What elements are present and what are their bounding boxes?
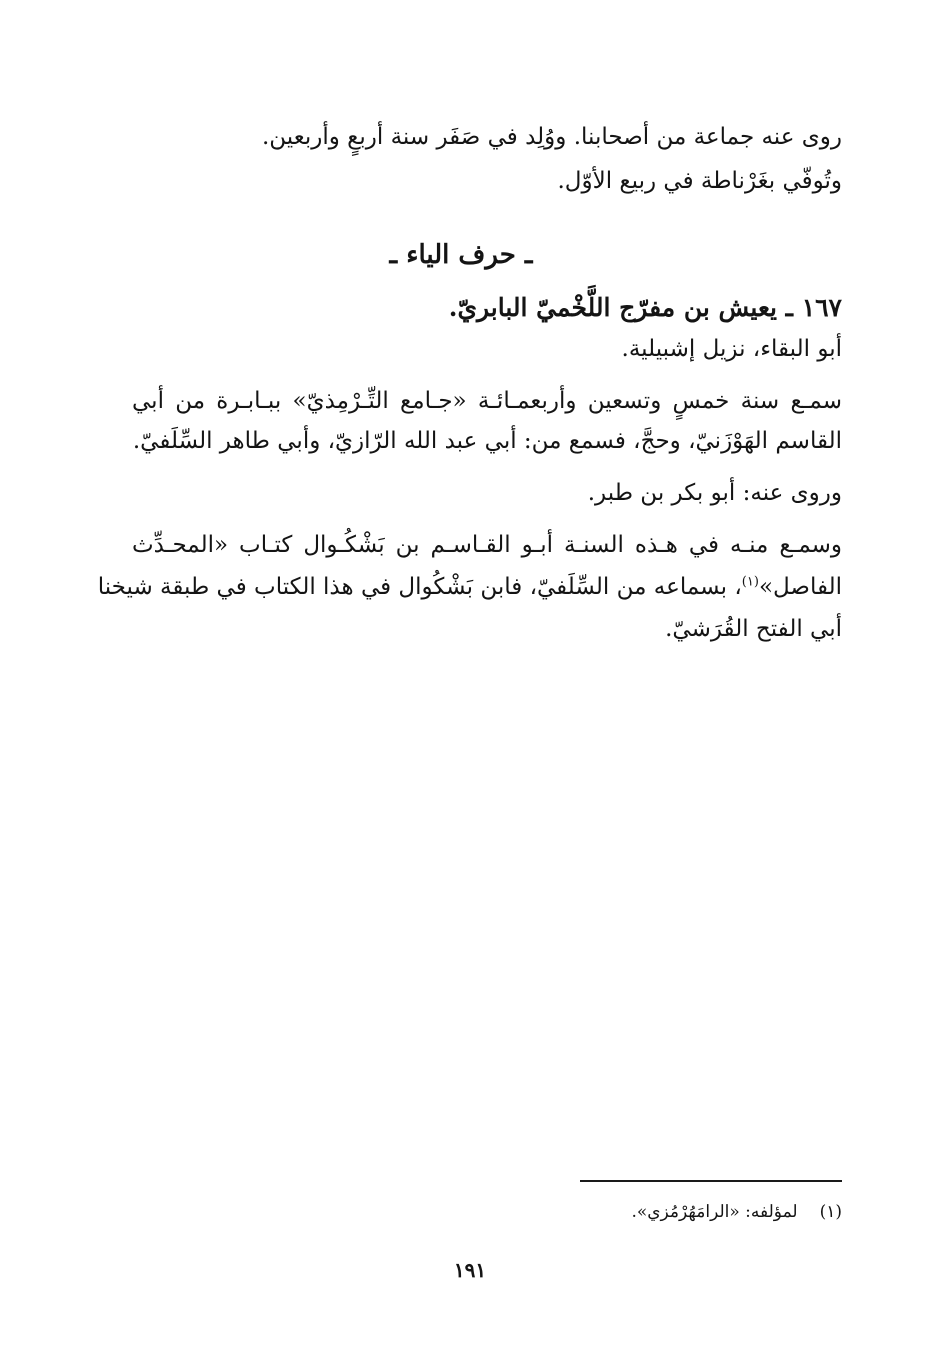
- text-line: القاسم الهَوْزَنيّ، وحجَّ، فسمع من: أبي عبد الله الرّازيّ، وأبي طاهر السِّلَفيّ.: [132, 428, 842, 454]
- footnote-number: (١): [819, 1202, 842, 1222]
- text-line: أبي الفتح القُرَشيّ.: [665, 616, 842, 642]
- footnote: [631, 1202, 842, 1222]
- text-line: وتُوفّي بغَرْناطة في ربيع الأوّل.: [557, 168, 842, 194]
- text-line: وروى عنه: أبو بكر بن طبر.: [587, 480, 842, 506]
- entry-title: ١٦٧ ـ يعيش بن مفرّج اللَّخْميّ البابريّ.: [448, 293, 842, 322]
- section-heading: ـ حرف الياء ـ: [389, 240, 533, 270]
- footnote-divider: [580, 1180, 842, 1182]
- text-line: روى عنه جماعة من أصحابنا. ووُلِد في صَفَر سنة أربعٍ وأربعين.: [261, 124, 842, 150]
- text-line: [98, 574, 842, 602]
- page-number: ١٩١: [453, 1258, 487, 1282]
- entry-kunya: أبو البقاء، نزيل إشبيلية.: [621, 336, 842, 362]
- footnote-text: لمؤلفه: «الرامَهُرْمُزي».: [631, 1202, 798, 1222]
- text-segment: ، بسماعه من السِّلَفيّ، فابن بَشْكُوال في هذا الكتاب في طبقة شيخنا: [97, 574, 742, 600]
- text-line: سمـع سنة خمسٍ وتسعين وأربعمـائـة «جـامع التِّـرْمِذيّ» ببـابـرة من أبي: [132, 388, 842, 414]
- footnote-reference[interactable]: (١): [741, 574, 759, 590]
- text-segment: الفاصل»: [758, 574, 842, 600]
- text-line: وسمـع منـه في هـذه السنـة أبـو القـاسـم بن بَشْكُـوال كتـاب «المحـدِّث: [132, 532, 842, 558]
